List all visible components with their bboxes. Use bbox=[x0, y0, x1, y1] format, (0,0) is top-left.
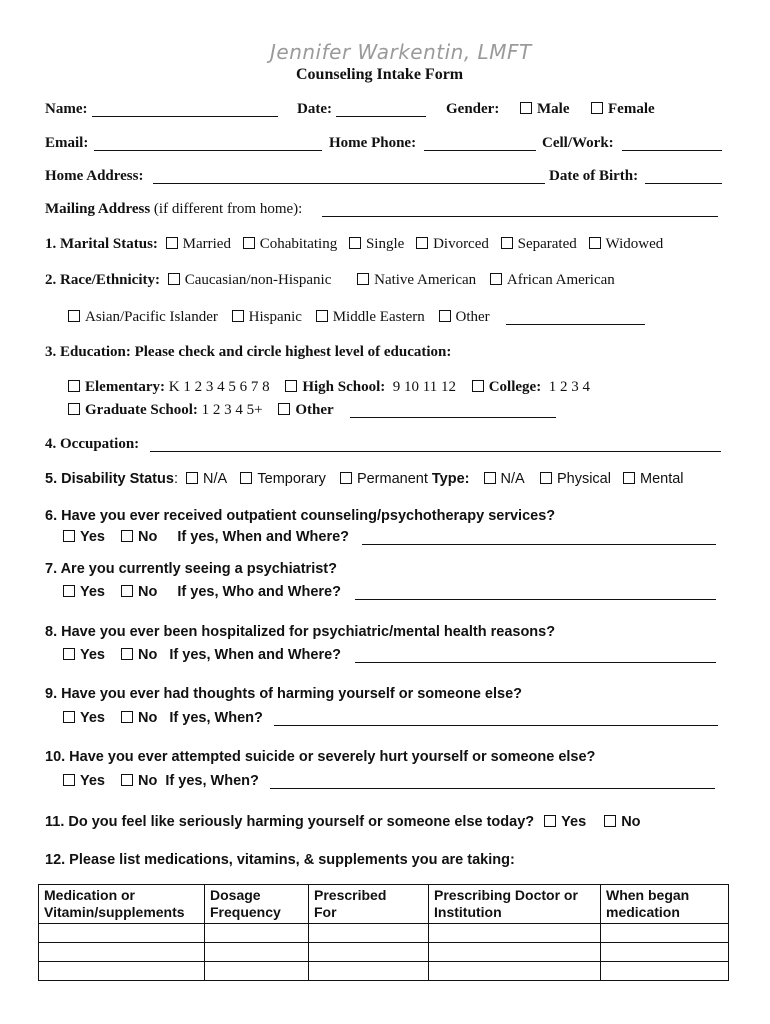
page-title: Counseling Intake Form bbox=[296, 66, 464, 83]
table-cell[interactable] bbox=[601, 962, 729, 981]
email-field[interactable] bbox=[94, 150, 322, 151]
checkbox-icon[interactable] bbox=[121, 585, 133, 597]
column-header-dosage: Dosage Frequency bbox=[205, 885, 309, 924]
checkbox-icon[interactable] bbox=[589, 237, 601, 249]
education-option-elementary[interactable]: Elementary: K 1 2 3 4 5 6 7 8 bbox=[68, 379, 270, 395]
checkbox-icon[interactable] bbox=[416, 237, 428, 249]
race-option-asian[interactable]: Asian/Pacific Islander bbox=[68, 309, 218, 325]
suicide-attempt-yes[interactable]: Yes bbox=[63, 773, 105, 789]
email-label: Email: bbox=[45, 135, 89, 151]
checkbox-icon[interactable] bbox=[68, 380, 80, 392]
harm-thoughts-question: 9. Have you ever had thoughts of harming yourself or someone else? bbox=[45, 686, 522, 702]
table-cell[interactable] bbox=[601, 924, 729, 943]
education-other-field[interactable] bbox=[350, 417, 556, 418]
occupation-field[interactable] bbox=[150, 451, 721, 452]
cell-work-field[interactable] bbox=[622, 150, 722, 151]
checkbox-icon[interactable] bbox=[240, 472, 252, 484]
harm-today-yes[interactable]: Yes bbox=[544, 814, 586, 830]
checkbox-icon[interactable] bbox=[490, 273, 502, 285]
checkbox-icon[interactable] bbox=[316, 310, 328, 322]
checkbox-icon[interactable] bbox=[520, 102, 532, 114]
column-header-prescribed-for: Prescribed For bbox=[309, 885, 429, 924]
checkbox-icon[interactable] bbox=[484, 472, 496, 484]
checkbox-icon[interactable] bbox=[68, 403, 80, 415]
race-option-other[interactable]: Other bbox=[439, 309, 490, 325]
checkbox-icon[interactable] bbox=[168, 273, 180, 285]
education-question: 3. Education: Please check and circle highest level of education: bbox=[45, 344, 452, 360]
psychiatrist-question: 7. Are you currently seeing a psychiatrist? bbox=[45, 561, 337, 577]
education-row1 bbox=[68, 379, 590, 396]
checkbox-icon[interactable] bbox=[439, 310, 451, 322]
checkbox-icon[interactable] bbox=[357, 273, 369, 285]
dob-label: Date of Birth: bbox=[549, 168, 639, 184]
checkbox-icon[interactable] bbox=[63, 648, 75, 660]
column-header-medication: Medication or Vitamin/supplements bbox=[39, 885, 205, 924]
table-row bbox=[39, 943, 729, 962]
marital-option-widowed[interactable]: Widowed bbox=[589, 236, 664, 252]
education-option-college[interactable]: College: 1 2 3 4 bbox=[472, 379, 590, 395]
checkbox-icon[interactable] bbox=[340, 472, 352, 484]
race-ethnicity-question: 2. Race/Ethnicity: Caucasian/non-Hispanic Native American African American bbox=[45, 272, 615, 288]
checkbox-icon[interactable] bbox=[544, 815, 556, 827]
name-label: Name: bbox=[45, 101, 88, 117]
hospitalized-answer-row: Yes No If yes, When and Where? bbox=[63, 647, 341, 663]
gender-female-option[interactable]: Female bbox=[591, 101, 655, 118]
race-option-african-american[interactable]: African American bbox=[490, 272, 615, 288]
occupation-label: 4. Occupation: bbox=[45, 436, 140, 452]
checkbox-icon[interactable] bbox=[63, 774, 75, 786]
date-label: Date: bbox=[297, 101, 332, 117]
checkbox-icon[interactable] bbox=[243, 237, 255, 249]
disability-option-permanent[interactable]: Permanent bbox=[340, 471, 428, 487]
table-cell[interactable] bbox=[205, 924, 309, 943]
home-phone-field[interactable] bbox=[424, 150, 536, 151]
disability-option-temporary[interactable]: Temporary bbox=[240, 471, 326, 487]
harm-thoughts-details-field[interactable] bbox=[274, 725, 718, 726]
hospitalized-details-field[interactable] bbox=[355, 662, 716, 663]
education-option-high-school[interactable]: High School: 9 10 11 12 bbox=[285, 379, 456, 395]
name-field[interactable] bbox=[92, 116, 278, 117]
race-option-caucasian[interactable]: Caucasian/non-Hispanic bbox=[168, 272, 332, 288]
harm-thoughts-yes[interactable]: Yes bbox=[63, 710, 105, 726]
table-cell[interactable] bbox=[429, 943, 601, 962]
column-header-began: When began medication bbox=[601, 885, 729, 924]
disability-question: 5. Disability Status: N/A Temporary Permanent Type: N/A Physical Mental bbox=[45, 471, 684, 487]
psychiatrist-details-field[interactable] bbox=[355, 599, 716, 600]
column-header-prescribing-doctor: Prescribing Doctor or Institution bbox=[429, 885, 601, 924]
suicide-attempt-details-field[interactable] bbox=[270, 788, 715, 789]
marital-option-divorced[interactable]: Divorced bbox=[416, 236, 489, 252]
disability-type-mental[interactable]: Mental bbox=[623, 471, 684, 487]
disability-type-physical[interactable]: Physical bbox=[540, 471, 611, 487]
hospitalized-yes[interactable]: Yes bbox=[63, 647, 105, 663]
harm-thoughts-answer-row: Yes No If yes, When? bbox=[63, 710, 263, 726]
checkbox-icon[interactable] bbox=[623, 472, 635, 484]
table-cell[interactable] bbox=[205, 943, 309, 962]
harm-today-no[interactable]: No bbox=[604, 814, 640, 830]
hospitalized-question: 8. Have you ever been hospitalized for psychiatric/mental health reasons? bbox=[45, 624, 556, 640]
table-cell[interactable] bbox=[309, 962, 429, 981]
table-cell[interactable] bbox=[309, 943, 429, 962]
disability-type-na[interactable]: N/A bbox=[484, 471, 524, 487]
race-option-middle-eastern[interactable]: Middle Eastern bbox=[316, 309, 425, 325]
checkbox-icon[interactable] bbox=[604, 815, 616, 827]
psychiatrist-yes[interactable]: Yes bbox=[63, 584, 105, 600]
checkbox-icon[interactable] bbox=[121, 711, 133, 723]
checkbox-icon[interactable] bbox=[472, 380, 484, 392]
dob-field[interactable] bbox=[645, 183, 722, 184]
psychiatrist-no[interactable]: No bbox=[121, 584, 157, 600]
gender-label: Gender: bbox=[446, 101, 500, 117]
race-other-field[interactable] bbox=[506, 324, 645, 325]
outpatient-details-field[interactable] bbox=[362, 544, 716, 545]
marital-option-cohabitating[interactable]: Cohabitating bbox=[243, 236, 338, 252]
suicide-attempt-answer-row: Yes No If yes, When? bbox=[63, 773, 259, 789]
checkbox-icon[interactable] bbox=[349, 237, 361, 249]
checkbox-icon[interactable] bbox=[501, 237, 513, 249]
table-cell[interactable] bbox=[39, 924, 205, 943]
outpatient-answer-row: Yes No If yes, When and Where? bbox=[63, 529, 349, 545]
table-cell[interactable] bbox=[309, 924, 429, 943]
therapist-signature: Jennifer Warkentin, LMFT bbox=[270, 40, 532, 64]
checkbox-icon[interactable] bbox=[63, 711, 75, 723]
checkbox-icon[interactable] bbox=[63, 530, 75, 542]
race-option-native-american[interactable]: Native American bbox=[357, 272, 476, 288]
checkbox-icon[interactable] bbox=[68, 310, 80, 322]
marital-option-single[interactable]: Single bbox=[349, 236, 404, 252]
mailing-address-label: Mailing Address (if different from home): bbox=[45, 201, 303, 217]
medications-table bbox=[38, 884, 729, 981]
hospitalized-no[interactable]: No bbox=[121, 647, 157, 663]
checkbox-icon[interactable] bbox=[540, 472, 552, 484]
suicide-attempt-question: 10. Have you ever attempted suicide or severely hurt yourself or someone else? bbox=[45, 749, 596, 765]
checkbox-icon[interactable] bbox=[186, 472, 198, 484]
mailing-address-field[interactable] bbox=[322, 216, 718, 217]
marital-option-separated[interactable]: Separated bbox=[501, 236, 577, 252]
checkbox-icon[interactable] bbox=[232, 310, 244, 322]
gender-male-option[interactable]: Male bbox=[520, 101, 569, 118]
table-cell[interactable] bbox=[601, 943, 729, 962]
home-phone-label: Home Phone: bbox=[329, 135, 417, 151]
harm-thoughts-no[interactable]: No bbox=[121, 710, 157, 726]
checkbox-icon[interactable] bbox=[285, 380, 297, 392]
checkbox-icon[interactable] bbox=[121, 648, 133, 660]
table-header-row bbox=[39, 885, 729, 924]
table-cell[interactable] bbox=[39, 943, 205, 962]
checkbox-icon[interactable] bbox=[63, 585, 75, 597]
checkbox-icon[interactable] bbox=[121, 530, 133, 542]
table-row bbox=[39, 962, 729, 981]
marital-option-married[interactable]: Married bbox=[166, 236, 231, 252]
medications-question: 12. Please list medications, vitamins, & supplements you are taking: bbox=[45, 852, 515, 868]
home-address-field[interactable] bbox=[153, 183, 545, 184]
outpatient-yes[interactable]: Yes bbox=[63, 529, 105, 545]
checkbox-icon[interactable] bbox=[121, 774, 133, 786]
table-cell[interactable] bbox=[429, 924, 601, 943]
table-cell[interactable] bbox=[39, 962, 205, 981]
education-option-graduate[interactable]: Graduate School: 1 2 3 4 5+ bbox=[68, 402, 263, 418]
suicide-attempt-no[interactable]: No bbox=[121, 773, 157, 789]
checkbox-icon[interactable] bbox=[591, 102, 603, 114]
table-cell[interactable] bbox=[429, 962, 601, 981]
home-address-label: Home Address: bbox=[45, 168, 144, 184]
table-row bbox=[39, 924, 729, 943]
harm-today-question: 11. Do you feel like seriously harming yourself or someone else today? Yes No bbox=[45, 814, 641, 830]
race-option-hispanic[interactable]: Hispanic bbox=[232, 309, 302, 325]
disability-option-na[interactable]: N/A bbox=[186, 471, 226, 487]
marital-status-question: 1. Marital Status: Married Cohabitating Single Divorced Separated Widowed bbox=[45, 236, 664, 252]
table-cell[interactable] bbox=[205, 962, 309, 981]
cell-work-label: Cell/Work: bbox=[542, 135, 614, 151]
education-row2 bbox=[68, 402, 334, 419]
date-field[interactable] bbox=[336, 116, 426, 117]
education-option-other[interactable]: Other bbox=[278, 402, 333, 418]
checkbox-icon[interactable] bbox=[278, 403, 290, 415]
race-ethnicity-row2 bbox=[68, 309, 490, 326]
psychiatrist-answer-row: Yes No If yes, Who and Where? bbox=[63, 584, 341, 600]
outpatient-no[interactable]: No bbox=[121, 529, 157, 545]
outpatient-question: 6. Have you ever received outpatient counseling/psychotherapy services? bbox=[45, 508, 556, 524]
checkbox-icon[interactable] bbox=[166, 237, 178, 249]
